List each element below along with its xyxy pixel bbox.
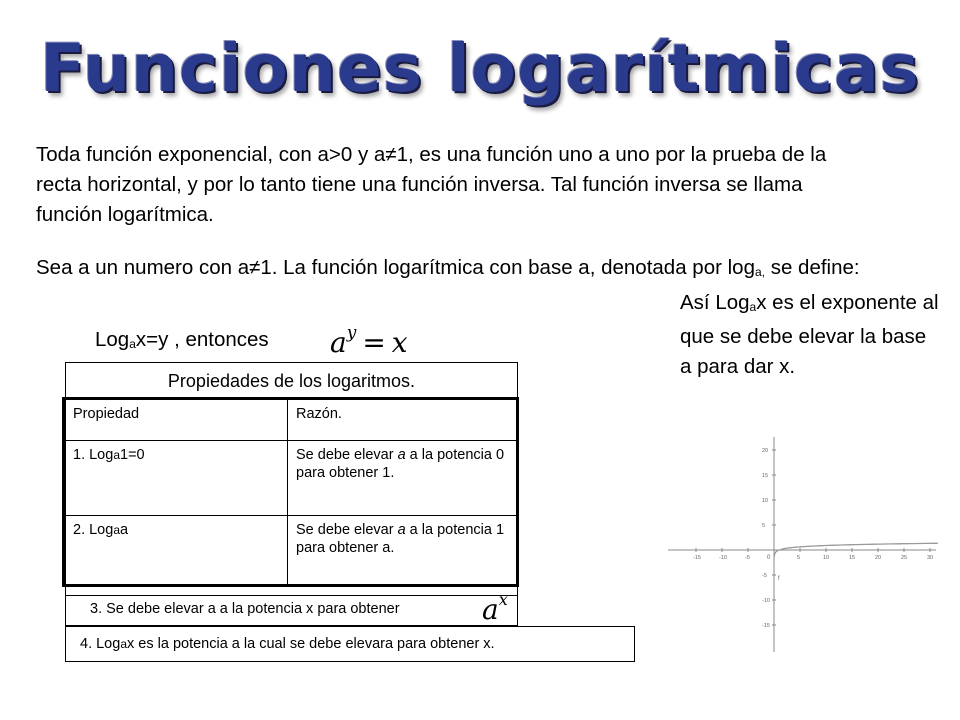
log-definition	[95, 328, 269, 352]
side-note	[680, 288, 940, 382]
property-cell	[64, 516, 288, 586]
y-tick-label: -15	[762, 623, 770, 629]
table-header-row	[64, 399, 518, 441]
y-tick-label: -5	[762, 573, 767, 579]
x-tick-label: 30	[927, 555, 934, 561]
definition-text-after: se define:	[765, 256, 860, 279]
x-tick-label: 20	[875, 555, 882, 561]
table-row	[64, 441, 518, 516]
property-4-post: x es la potencia a la cual se debe elevara para obtener x.	[127, 636, 495, 652]
properties-title: Propiedades de los logaritmos.	[167, 371, 416, 391]
x-tick-label: 10	[823, 555, 830, 561]
log-definition-sub: a	[129, 337, 136, 351]
x-tick-label: -10	[719, 555, 727, 561]
properties-table	[62, 397, 519, 587]
property-cell	[64, 441, 288, 516]
y-tick-label: 15	[762, 473, 769, 479]
x-tick-label: 15	[849, 555, 856, 561]
log-graph	[668, 432, 938, 657]
property-4-text	[80, 636, 495, 652]
reason-text: Se debe elevar	[296, 447, 398, 463]
origin-label: 0	[767, 555, 771, 561]
property-4	[65, 626, 635, 662]
x-tick-label: -5	[745, 555, 750, 561]
eq-base: a	[330, 326, 347, 359]
eq-equals: =	[362, 326, 386, 359]
property-sub: a	[113, 448, 121, 462]
reason-var: a	[397, 522, 406, 538]
log-definition-entonces: , entonces	[168, 328, 269, 351]
property-sub: a	[113, 523, 121, 537]
property-3	[65, 596, 518, 626]
y-tick-label: -10	[762, 598, 770, 604]
intro-paragraph: Toda función exponencial, con a>0 y a≠1, es una función uno a uno por la prueba de la recta horizontal, y por lo tanto tiene una función inversa. Tal función inversa se llama función logarítmica.	[36, 143, 827, 226]
page-title: Funciones logarítmicas	[40, 30, 920, 107]
side-note-sub: a	[749, 300, 757, 314]
header-propiedad: Propiedad	[64, 399, 288, 441]
log-definition-rest: x=y	[135, 328, 169, 351]
reason-text: Se debe elevar	[296, 522, 398, 538]
x-tick-label: 5	[797, 555, 801, 561]
definition-paragraph	[36, 253, 866, 287]
x-tick-label: -15	[693, 555, 701, 561]
reason-cell	[288, 441, 518, 516]
log-definition-log: Log	[95, 328, 130, 351]
side-note-after: x es el exponente al que se debe elevar la base a para dar x.	[680, 291, 939, 378]
exponential-equation	[330, 323, 408, 359]
side-note-before: Así Log	[680, 291, 750, 314]
axis-y-label: f	[778, 576, 780, 582]
reason-cell	[288, 516, 518, 586]
property-4-sub: a	[120, 637, 128, 651]
reason-text-post: a la potencia 1 para obtener a.	[296, 522, 505, 556]
eq3-base: a	[482, 593, 499, 626]
y-tick-label: 5	[762, 523, 766, 529]
property-text: 2. Log	[73, 522, 114, 538]
x-tick-label: 25	[901, 555, 908, 561]
property-3-text: 3. Se debe elevar a a la potencia x para obtener	[90, 601, 400, 617]
reason-var: a	[397, 447, 406, 463]
property-text: 1. Log	[73, 447, 114, 463]
header-razon: Razón.	[288, 399, 518, 441]
eq-rhs: x	[391, 326, 408, 359]
table-row	[64, 516, 518, 586]
property-4-pre: 4. Log	[80, 636, 121, 652]
definition-sub: a,	[754, 265, 765, 279]
property-text-post: 1=0	[120, 447, 145, 463]
definition-text: Sea a un numero con a≠1. La función logarítmica con base a, denotada por log	[36, 256, 755, 279]
y-tick-label: 10	[762, 498, 769, 504]
property-3-equation	[482, 590, 508, 626]
y-tick-label: 20	[762, 448, 769, 454]
eq-exp: y	[346, 323, 357, 343]
property-text-post: a	[120, 522, 129, 538]
reason-text-post: a la potencia 0 para obtener 1.	[296, 447, 505, 481]
eq3-exp: x	[498, 590, 508, 609]
